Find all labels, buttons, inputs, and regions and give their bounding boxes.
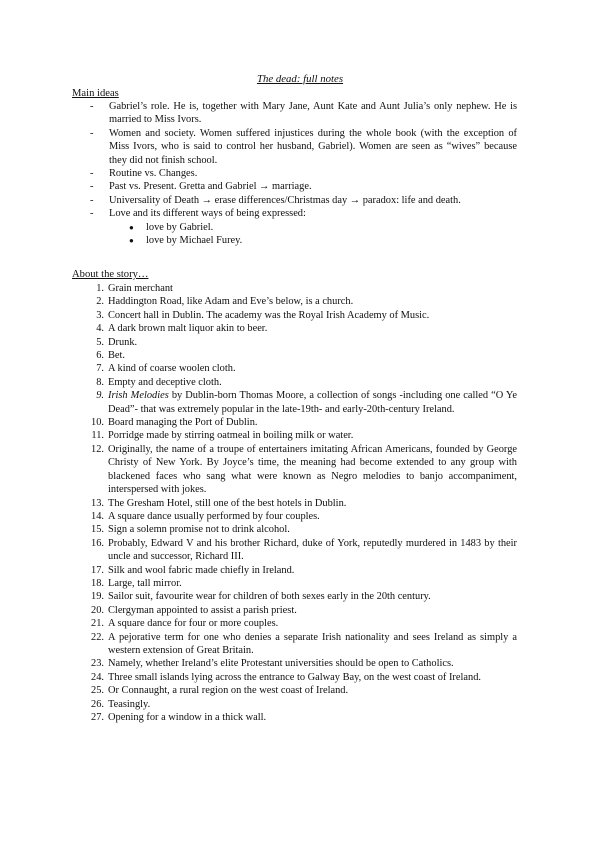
note-text: Silk and wool fabric made chiefly in Ireland. [108, 564, 295, 576]
main-idea-item [72, 127, 517, 167]
note-item [72, 604, 517, 617]
note-text: The Gresham Hotel, still one of the best hotels in Dublin. [108, 497, 347, 509]
story-notes-list [72, 282, 517, 724]
dash-bullet-icon: - [90, 208, 94, 220]
note-number: 3. [96, 309, 104, 321]
note-text: Haddington Road, like Adam and Eve’s below, is a church. [108, 296, 354, 308]
dash-bullet-icon: - [90, 127, 94, 139]
note-number: 1. [96, 283, 104, 294]
note-number: 5. [96, 336, 104, 348]
dash-bullet-icon: - [90, 168, 94, 180]
note-number: 12. [91, 443, 104, 455]
note-text: Sailor suit, favourite wear for children of both sexes early in the 20th century. [108, 591, 431, 603]
note-item [72, 309, 517, 322]
note-number: 18. [91, 577, 104, 589]
note-item [72, 711, 517, 724]
note-text: by Dublin-born Thomas Moore, a collection of songs -including one called “O Ye Dead”- that was extremely popular in the late-19th- and early-20th-century Ireland. [108, 390, 517, 415]
note-item [72, 537, 517, 564]
note-number: 27. [91, 712, 104, 723]
note-number: 6. [96, 350, 104, 362]
note-item [72, 497, 517, 510]
note-number: 7. [96, 363, 104, 375]
note-text: Drunk. [108, 336, 138, 348]
dash-bullet-icon: - [90, 194, 94, 206]
note-item [72, 564, 517, 577]
note-item [72, 295, 517, 308]
main-idea-item [72, 207, 517, 247]
note-item [72, 577, 517, 590]
note-item [72, 671, 517, 684]
note-text: Or Connaught, a rural region on the west coast of Ireland. [108, 685, 349, 697]
note-number: 8. [96, 376, 104, 388]
sub-item-text: love by Michael Furey. [146, 235, 243, 247]
note-text: Three small islands lying across the entrance to Galway Bay, on the west coast of Ireland. [108, 671, 481, 683]
note-text: A pejorative term for one who denies a separate Irish nationality and sees Ireland as simply a western extension of Great Britain. [108, 631, 517, 656]
note-title-italic: Irish Melodies [108, 390, 169, 402]
main-idea-text: Routine vs. Changes. [109, 168, 198, 180]
note-number: 24. [91, 671, 104, 683]
note-text: Clergyman appointed to assist a parish priest. [108, 604, 297, 616]
main-idea-text: Gabriel’s role. He is, together with Mary Jane, Aunt Kate and Aunt Julia’s only nephew. He is married to Miss Ivors. [109, 101, 517, 126]
note-number: 10. [91, 417, 104, 429]
note-number: 26. [91, 698, 104, 710]
circle-bullet-icon: ● [129, 222, 134, 232]
main-idea-text: Love and its different ways of being expressed: [109, 208, 306, 220]
note-number: 9. [96, 390, 104, 402]
note-text: Large, tall mirror. [108, 577, 182, 589]
note-text: A kind of coarse woolen cloth. [108, 363, 236, 375]
main-idea-text: Universality of Death → erase differences/Christmas day → paradox: life and death. [109, 194, 461, 206]
note-text: Opening for a window in a thick wall. [108, 712, 267, 723]
note-text: A square dance for four or more couples. [108, 618, 279, 630]
note-item [72, 322, 517, 335]
main-idea-text: Women and society. Women suffered injustices during the whole book (with the exception of Miss Ivors, who is said to control her husband, Gabriel). Women are seen as “wives” because they did not finish school. [109, 127, 517, 166]
note-item [72, 590, 517, 603]
note-number: 14. [91, 510, 104, 522]
note-text: Teasingly. [108, 698, 151, 710]
main-idea-text: Past vs. Present. Gretta and Gabriel → marriage. [109, 181, 312, 193]
note-item [72, 657, 517, 670]
sub-item-text: love by Gabriel. [146, 221, 214, 233]
note-number: 20. [91, 604, 104, 616]
note-text: A dark brown malt liquor akin to beer. [108, 323, 268, 335]
sub-item [109, 221, 517, 234]
note-number: 13. [91, 497, 104, 509]
note-text: Board managing the Port of Dublin. [108, 417, 258, 429]
note-item [72, 282, 517, 295]
main-idea-item [72, 167, 517, 180]
note-number: 19. [91, 591, 104, 603]
note-item [72, 698, 517, 711]
note-item [72, 349, 517, 362]
sub-item [109, 234, 517, 247]
main-idea-item [72, 194, 517, 207]
note-item [72, 389, 517, 416]
note-item [72, 631, 517, 658]
note-text: Empty and deceptive cloth. [108, 376, 222, 388]
note-number: 23. [91, 658, 104, 670]
note-text: Namely, whether Ireland’s elite Protestant universities should be open to Catholics. [108, 658, 454, 670]
main-idea-item [72, 180, 517, 193]
love-sub-list [109, 221, 517, 248]
note-item [72, 617, 517, 630]
note-number: 22. [91, 631, 104, 643]
note-number: 15. [91, 524, 104, 536]
note-number: 2. [96, 296, 104, 308]
note-item [72, 523, 517, 536]
circle-bullet-icon: ● [129, 236, 134, 246]
note-number: 11. [91, 430, 104, 442]
main-ideas-heading: Main ideas [72, 88, 119, 99]
note-number: 4. [96, 323, 104, 335]
main-idea-item [72, 100, 517, 127]
note-text: Concert hall in Dublin. The academy was the Royal Irish Academy of Music. [108, 309, 430, 321]
about-story-heading: About the story… [72, 269, 149, 280]
note-number: 17. [91, 564, 104, 576]
note-text: Bet. [108, 350, 126, 362]
note-item [72, 510, 517, 523]
note-number: 16. [91, 537, 104, 549]
document-title: The dead: full notes [256, 73, 344, 85]
dash-bullet-icon: - [90, 101, 94, 112]
note-item [72, 336, 517, 349]
dash-bullet-icon: - [90, 181, 94, 193]
note-number: 21. [91, 618, 104, 630]
main-ideas-list [72, 100, 517, 247]
note-text: Grain merchant [108, 283, 173, 294]
note-number: 25. [91, 685, 104, 697]
note-item [72, 429, 517, 442]
note-item [72, 416, 517, 429]
note-item [72, 684, 517, 697]
note-text: Porridge made by stirring oatmeal in boiling milk or water. [108, 430, 354, 442]
note-text: Probably, Edward V and his brother Richard, duke of York, reputedly murdered in 1483 by their uncle and successor, Richard III. [108, 537, 517, 563]
note-text: A square dance usually performed by four couples. [108, 510, 320, 522]
note-item [72, 362, 517, 375]
note-text: Originally, the name of a troupe of entertainers imitating African Americans, founded by George Christy of New York. By Joyce’s time, the meaning had become extended to any group with blackened faces who sang what were known as Negro melodies to banjo accompaniment, interspersed with jokes. [108, 443, 517, 496]
note-text: Sign a solemn promise not to drink alcohol. [108, 524, 290, 536]
note-item [72, 443, 517, 497]
note-item [72, 376, 517, 389]
